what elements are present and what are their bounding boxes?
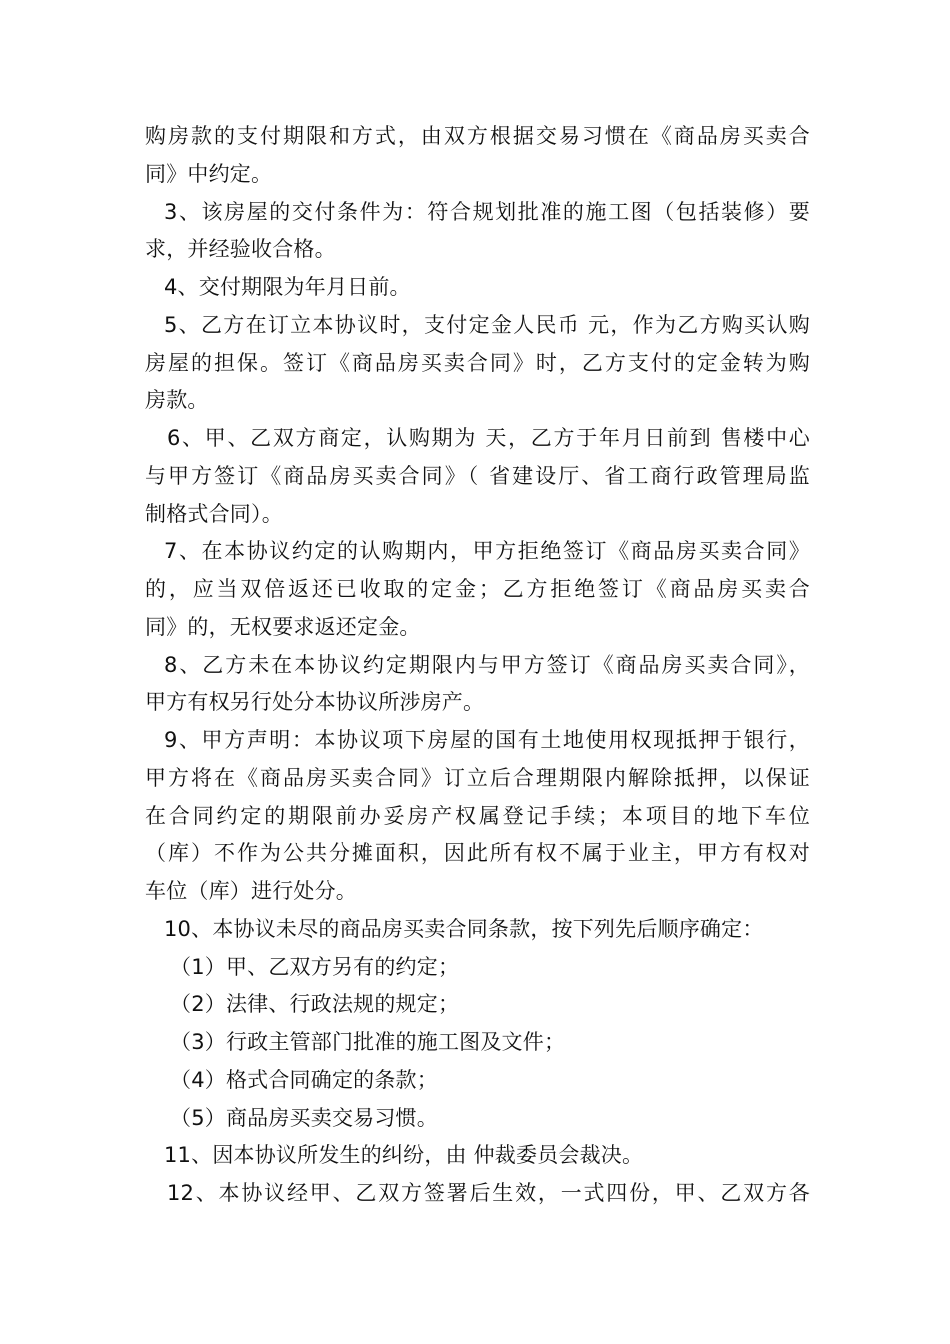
text-line: 房屋的担保。签订《商品房买卖合同》时，乙方支付的定金转为购 xyxy=(145,350,810,375)
text-line: 同》的，无权要求返还定金。 xyxy=(145,614,421,639)
text-line: （库）不作为公共分摊面积，因此所有权不属于业主，甲方有权对 xyxy=(145,841,810,866)
text-line: 甲方将在《商品房买卖合同》订立后合理期限内解除抵押，以保证 xyxy=(145,765,810,790)
text-line: 购房款的支付期限和方式，由双方根据交易习惯在《商品房买卖合 xyxy=(145,124,810,148)
text-line: 房款。 xyxy=(145,388,209,413)
text-line: 制格式合同）。 xyxy=(145,501,283,526)
clause-7-line: 7、在本协议约定的认购期内，甲方拒绝签订《商品房买卖合同》 xyxy=(164,539,810,564)
clause-6-line: 6、甲、乙双方商定，认购期为 天，乙方于年月日前到 售楼中心 xyxy=(167,426,810,450)
sub-item-2: （2）法律、行政法规的规定； xyxy=(170,992,460,1017)
text-line: 甲方有权另行处分本协议所涉房产。 xyxy=(145,690,485,715)
contract-body xyxy=(145,118,810,1213)
text-line: 在合同约定的期限前办妥房产权属登记手续；本项目的地下车位 xyxy=(145,803,810,828)
clause-11-line: 11、因本协议所发生的纠纷，由 仲裁委员会裁决。 xyxy=(164,1143,644,1168)
sub-item-1: （1）甲、乙双方另有的约定； xyxy=(170,954,460,979)
sub-item-4: （4）格式合同确定的条款； xyxy=(170,1067,438,1092)
sub-item-5: （5）商品房买卖交易习惯。 xyxy=(170,1105,438,1130)
text-line: 求，并经验收合格。 xyxy=(145,237,336,262)
clause-12-line: 12、本协议经甲、乙双方签署后生效，一式四份，甲、乙双方各 xyxy=(167,1181,810,1205)
text-line: 的，应当双倍返还已收取的定金；乙方拒绝签订《商品房买卖合 xyxy=(145,577,810,601)
text-line: 车位（库）进行处分。 xyxy=(145,879,357,903)
clause-4-line: 4、交付期限为年月日前。 xyxy=(164,275,411,299)
sub-item-3: （3）行政主管部门批准的施工图及文件； xyxy=(170,1030,566,1054)
clause-3-line: 3、该房屋的交付条件为：符合规划批准的施工图（包括装修）要 xyxy=(164,199,810,224)
clause-9-line: 9、甲方声明：本协议项下房屋的国有土地使用权现抵押于银行， xyxy=(164,728,810,752)
clause-10-line: 10、本协议未尽的商品房买卖合同条款，按下列先后顺序确定： xyxy=(164,916,764,941)
text-line: 与甲方签订《商品房买卖合同》（ 省建设厅、省工商行政管理局监 xyxy=(145,463,810,488)
clause-5-line: 5、乙方在订立本协议时，支付定金人民币 元，作为乙方购买认购 xyxy=(164,312,810,337)
clause-8-line: 8、乙方未在本协议约定期限内与甲方签订《商品房买卖合同》， xyxy=(164,652,810,677)
text-line: 同》中约定。 xyxy=(145,161,273,186)
